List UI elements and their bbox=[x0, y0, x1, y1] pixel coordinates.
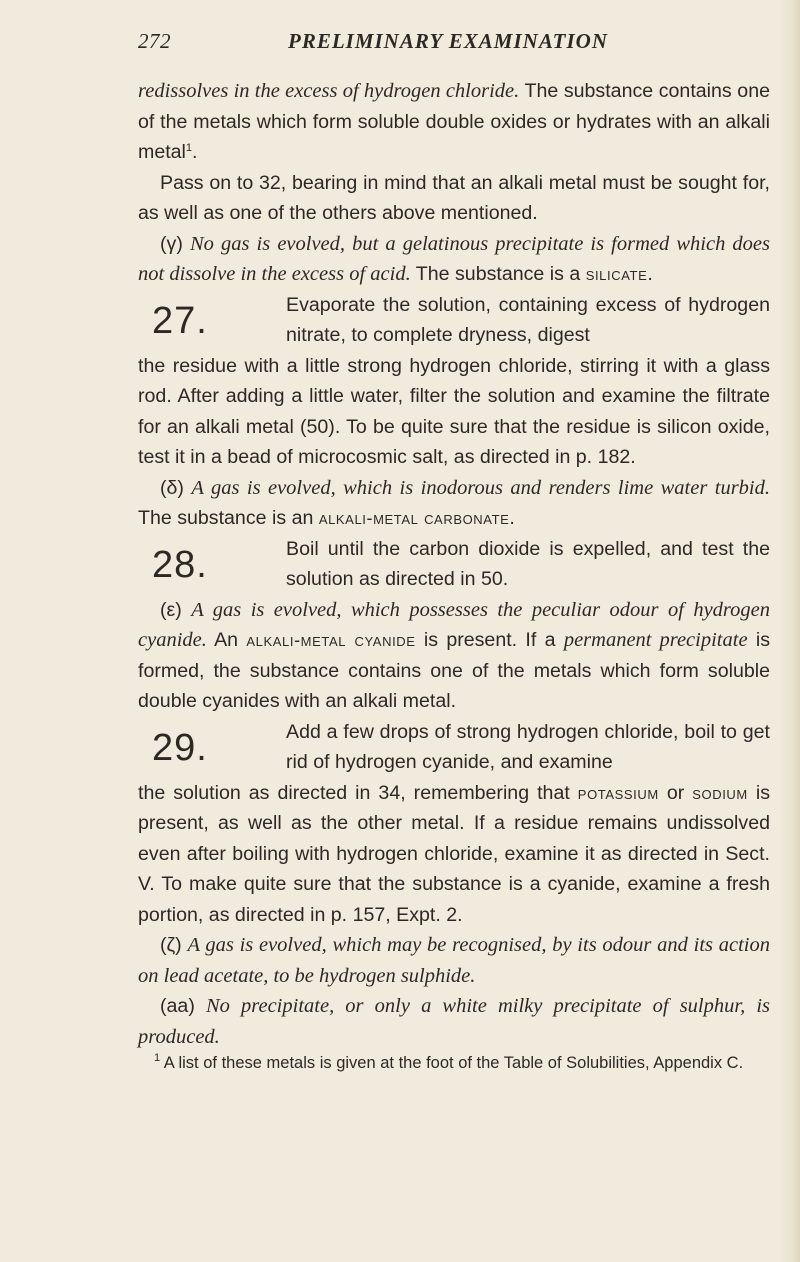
section-number: 28. bbox=[152, 543, 208, 586]
section-number: 29. bbox=[152, 726, 208, 769]
paragraph: redissolves in the excess of hydrogen chloride. The substance contains one of the metals which form soluble double oxides or hydrates with an alkali metal$^1$. bbox=[138, 80, 770, 163]
paragraph-gamma: (γ) No gas is evolved, but a gelatinous precipitate is formed which does not dissolve in the excess of acid. The substance is a silicate. bbox=[138, 232, 770, 285]
paragraph-aa: (aa) No precipitate, or only a white milky precipitate of sulphur, is produced. bbox=[138, 995, 770, 1048]
paragraph-zeta: (ζ) A gas is evolved, which may be recognised, by its odour and its action on lead acetate, to be hydrogen sulphide. bbox=[138, 934, 770, 987]
section-27-continuation: the residue with a little strong hydrogen chloride, stirring it with a glass rod. After adding a little water, filter the solution and examine the filtrate for an alkali metal (50). To be quite sure that the residue is silicon oxide, test it in a bead of microcosmic salt, as directed in p. 182. bbox=[138, 354, 770, 468]
footnote-marker: 1 bbox=[154, 1052, 161, 1064]
paragraph-epsilon: (ε) A gas is evolved, which possesses the peculiar odour of hydrogen cyanide. An alkali-metal cyanide is present. If a permanent precipitate is formed, the substance contains one of the metals which form soluble double cyanides with an alkali metal. bbox=[138, 598, 771, 712]
page-header bbox=[138, 0, 770, 62]
page-edge bbox=[782, 0, 800, 1262]
paragraph-delta: (δ) A gas is evolved, which is inodorous and renders lime water turbid. The substance is an alkali-metal carbonate. bbox=[138, 476, 770, 529]
book-page bbox=[138, 0, 770, 1075]
section-28: 28. Boil until the carbon dioxide is expelled, and test the solution as directed in 50. bbox=[152, 537, 770, 590]
footnote: $^1$ A list of these metals is given at the foot of the Table of Solubilities, Appendix C. bbox=[154, 1052, 744, 1072]
footnote-ref: 1 bbox=[185, 142, 193, 154]
section-number: 27. bbox=[152, 299, 208, 342]
running-title: PRELIMINARY EXAMINATION bbox=[288, 29, 608, 53]
paragraph: Pass on to 32, bearing in mind that an alkali metal must be sought for, as well as one of the others above mentioned. bbox=[138, 171, 770, 224]
section-29: 29. Add a few drops of strong hydrogen chloride, boil to get rid of hydrogen cyanide, and examine bbox=[152, 720, 770, 773]
page-body bbox=[138, 76, 770, 1075]
section-29-continuation: the solution as directed in 34, remembering that potassium or sodium is present, as well as the other metal. If a residue remains undissolved even after boiling with hydrogen chloride, examine it as directed in Sect. V. To make quite sure that the substance is a cyanide, examine a fresh portion, as directed in p. 157, Expt. 2. bbox=[138, 781, 771, 926]
section-27: 27. Evaporate the solution, containing excess of hydrogen nitrate, to complete dryness, digest bbox=[152, 293, 770, 346]
page-number: 272 bbox=[138, 29, 171, 53]
